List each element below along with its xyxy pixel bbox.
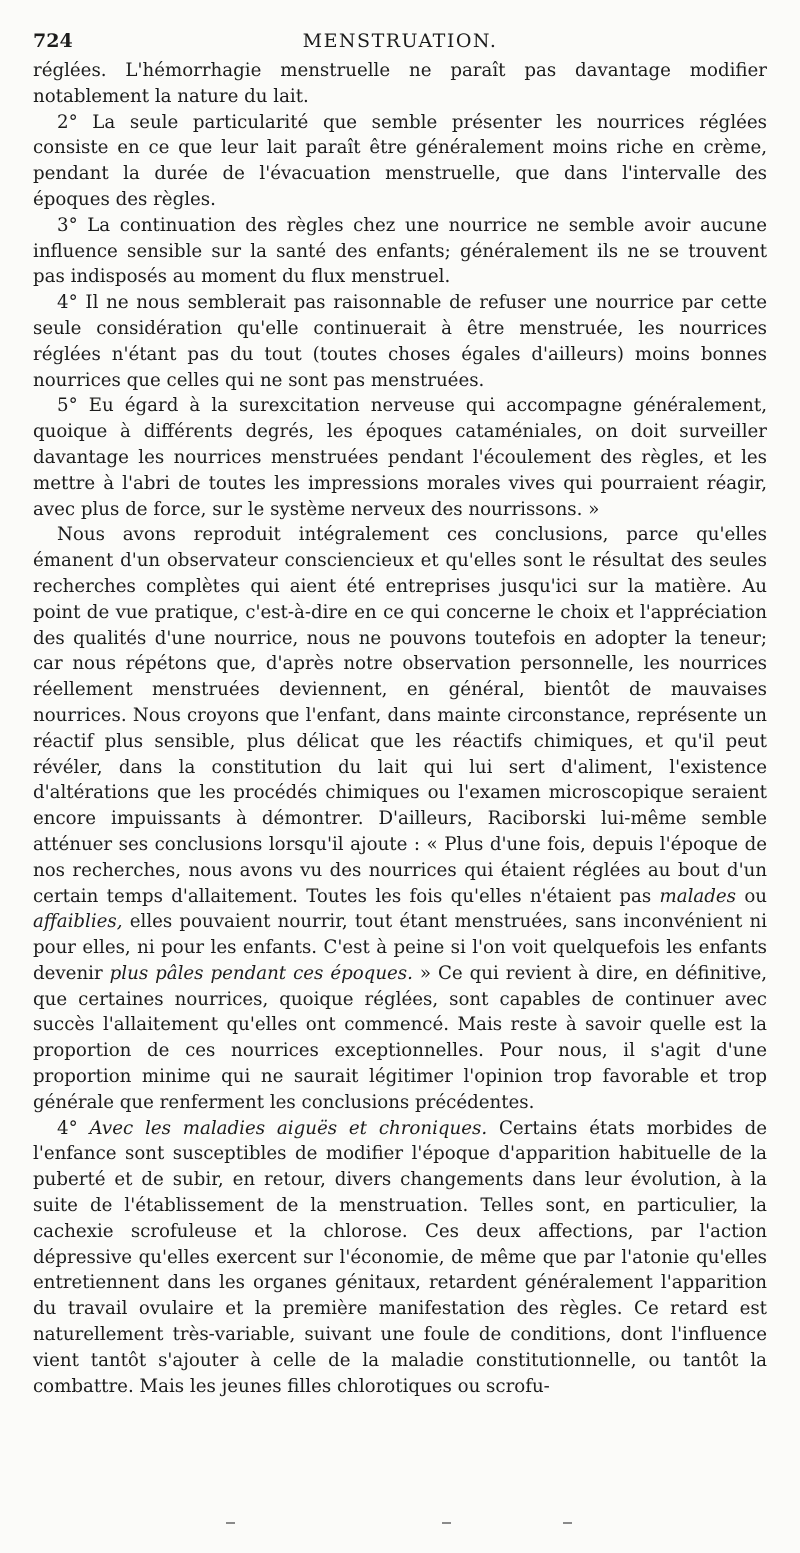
italic-text-run: malades [659, 885, 737, 907]
print-mark [226, 1522, 235, 1524]
paragraph [33, 290, 767, 393]
italic-text-run: Avec les maladies aiguës et chroniques. [89, 1117, 488, 1139]
print-mark [442, 1522, 451, 1524]
text-run: 3° La continuation des règles chez une nourrice ne semble avoir aucune influence sensible sur la santé des enfants; généralement ils ne se trouvent pas indisposés au moment du flux menstruel. [33, 214, 767, 288]
text-run: 2° La seule particularité que semble présenter les nourrices réglées consiste en ce que leur lait paraît être généralement moins riche en crème, pendant la durée de l'évacuation menstruelle, que dans l'intervalle des époques des règles. [33, 111, 767, 210]
paragraph [33, 393, 767, 522]
text-run: réglées. L'hémorrhagie menstruelle ne paraît pas davantage modifier notablement la nature du lait. [33, 60, 767, 107]
text-run: Certains états morbides de l'enfance sont susceptibles de modifier l'époque d'apparition habituelle de la puberté et de subir, en retour, divers changements dans leur évolution, à la suite de l'établissement de la menstruation. Telles sont, en particulier, la cachexie scrofuleuse et la chlorose. Ces deux affections, par l'action dépressive qu'elles exercent sur l'économie, de même que par l'atonie qu'elles entretiennent dans les organes génitaux, retardent généralement l'apparition du travail ovulaire et la première manifestation des règles. Ce retard est naturellement très-variable, suivant une foule de conditions, dont l'influence vient tantôt s'ajouter à celle de la maladie constitutionnelle, ou tantôt la combattre. Mais les jeunes filles chlorotiques ou scrofu- [33, 1117, 767, 1397]
italic-text-run: affaiblies, [33, 911, 123, 933]
page-header [33, 30, 767, 56]
paragraph [33, 522, 767, 1115]
paragraph [33, 110, 767, 213]
text-run: 5° Eu égard à la surexcitation nerveuse qui accompagne généralement, quoique à différents degrés, les époques cataméniales, on doit surveiller davantage les nourrices menstruées pendant l'écoulement des règles, et les mettre à l'abri de toutes les impressions morales vives qui pourraient réagir, avec plus de force, sur le système nerveux des nourrissons. » [33, 395, 767, 520]
paragraph [33, 58, 767, 110]
paragraph [33, 213, 767, 290]
paragraph [33, 1116, 767, 1400]
body-text [33, 58, 767, 1399]
page-number: 724 [33, 30, 73, 52]
footer-print-marks [0, 1522, 800, 1528]
running-title: MENSTRUATION. [302, 30, 498, 52]
text-run: » Ce qui revient à dire, en définitive, que certaines nourrices, quoique réglées, sont capables de continuer avec succès l'allaitement qu'elles ont commencé. Mais reste à savoir quelle est la proportion de ces nourrices exceptionnelles. Pour nous, il s'agit d'une proportion minime qui ne saurait légitimer l'opinion trop favorable et trop générale que renferment les conclusions précédentes. [33, 962, 767, 1113]
text-run: ou [736, 885, 767, 907]
text-run: 4° [57, 1117, 90, 1139]
text-run: 4° Il ne nous semblerait pas raisonnable de refuser une nourrice par cette seule considération qu'elle continuerait à être menstruée, les nourrices réglées n'étant pas du tout (toutes choses égales d'ailleurs) moins bonnes nourrices que celles qui ne sont pas menstruées. [33, 292, 767, 391]
italic-text-run: plus pâles pendant ces époques. [109, 962, 413, 984]
text-run: elles pouvaient nourrir, tout étant menstruées, sans inconvénient ni pour elles, ni pour les enfants. C'est à peine si l'on voit quelquefois les enfants devenir [33, 911, 767, 984]
print-mark [563, 1522, 572, 1524]
text-run: Nous avons reproduit intégralement ces conclusions, parce qu'elles émanent d'un observateur consciencieux et qu'elles sont le résultat des seules recherches complètes qui aient été entreprises jusqu'ici sur la matière. Au point de vue pratique, c'est-à-dire en ce qui concerne le choix et l'appréciation des qualités d'une nourrice, nous ne pouvons toutefois en adopter la teneur; car nous répétons que, d'après notre observation personnelle, les nourrices réellement menstruées deviennent, en général, bientôt de mauvaises nourrices. Nous croyons que l'enfant, dans mainte circonstance, représente un réactif plus sensible, plus délicat que les réactifs chimiques, et qu'il peut révéler, dans la constitution du lait qui lui sert d'aliment, l'existence d'altérations que les procédés chimiques ou l'examen microscopique seraient encore impuissants à démontrer. D'ailleurs, Raciborski lui-même semble atténuer ses conclusions lorsqu'il ajoute : « Plus d'une fois, depuis l'époque de nos recherches, nous avons vu des nourrices qui étaient réglées au bout d'un certain temps d'allaitement. Toutes les fois qu'elles n'étaient pas [33, 524, 767, 907]
